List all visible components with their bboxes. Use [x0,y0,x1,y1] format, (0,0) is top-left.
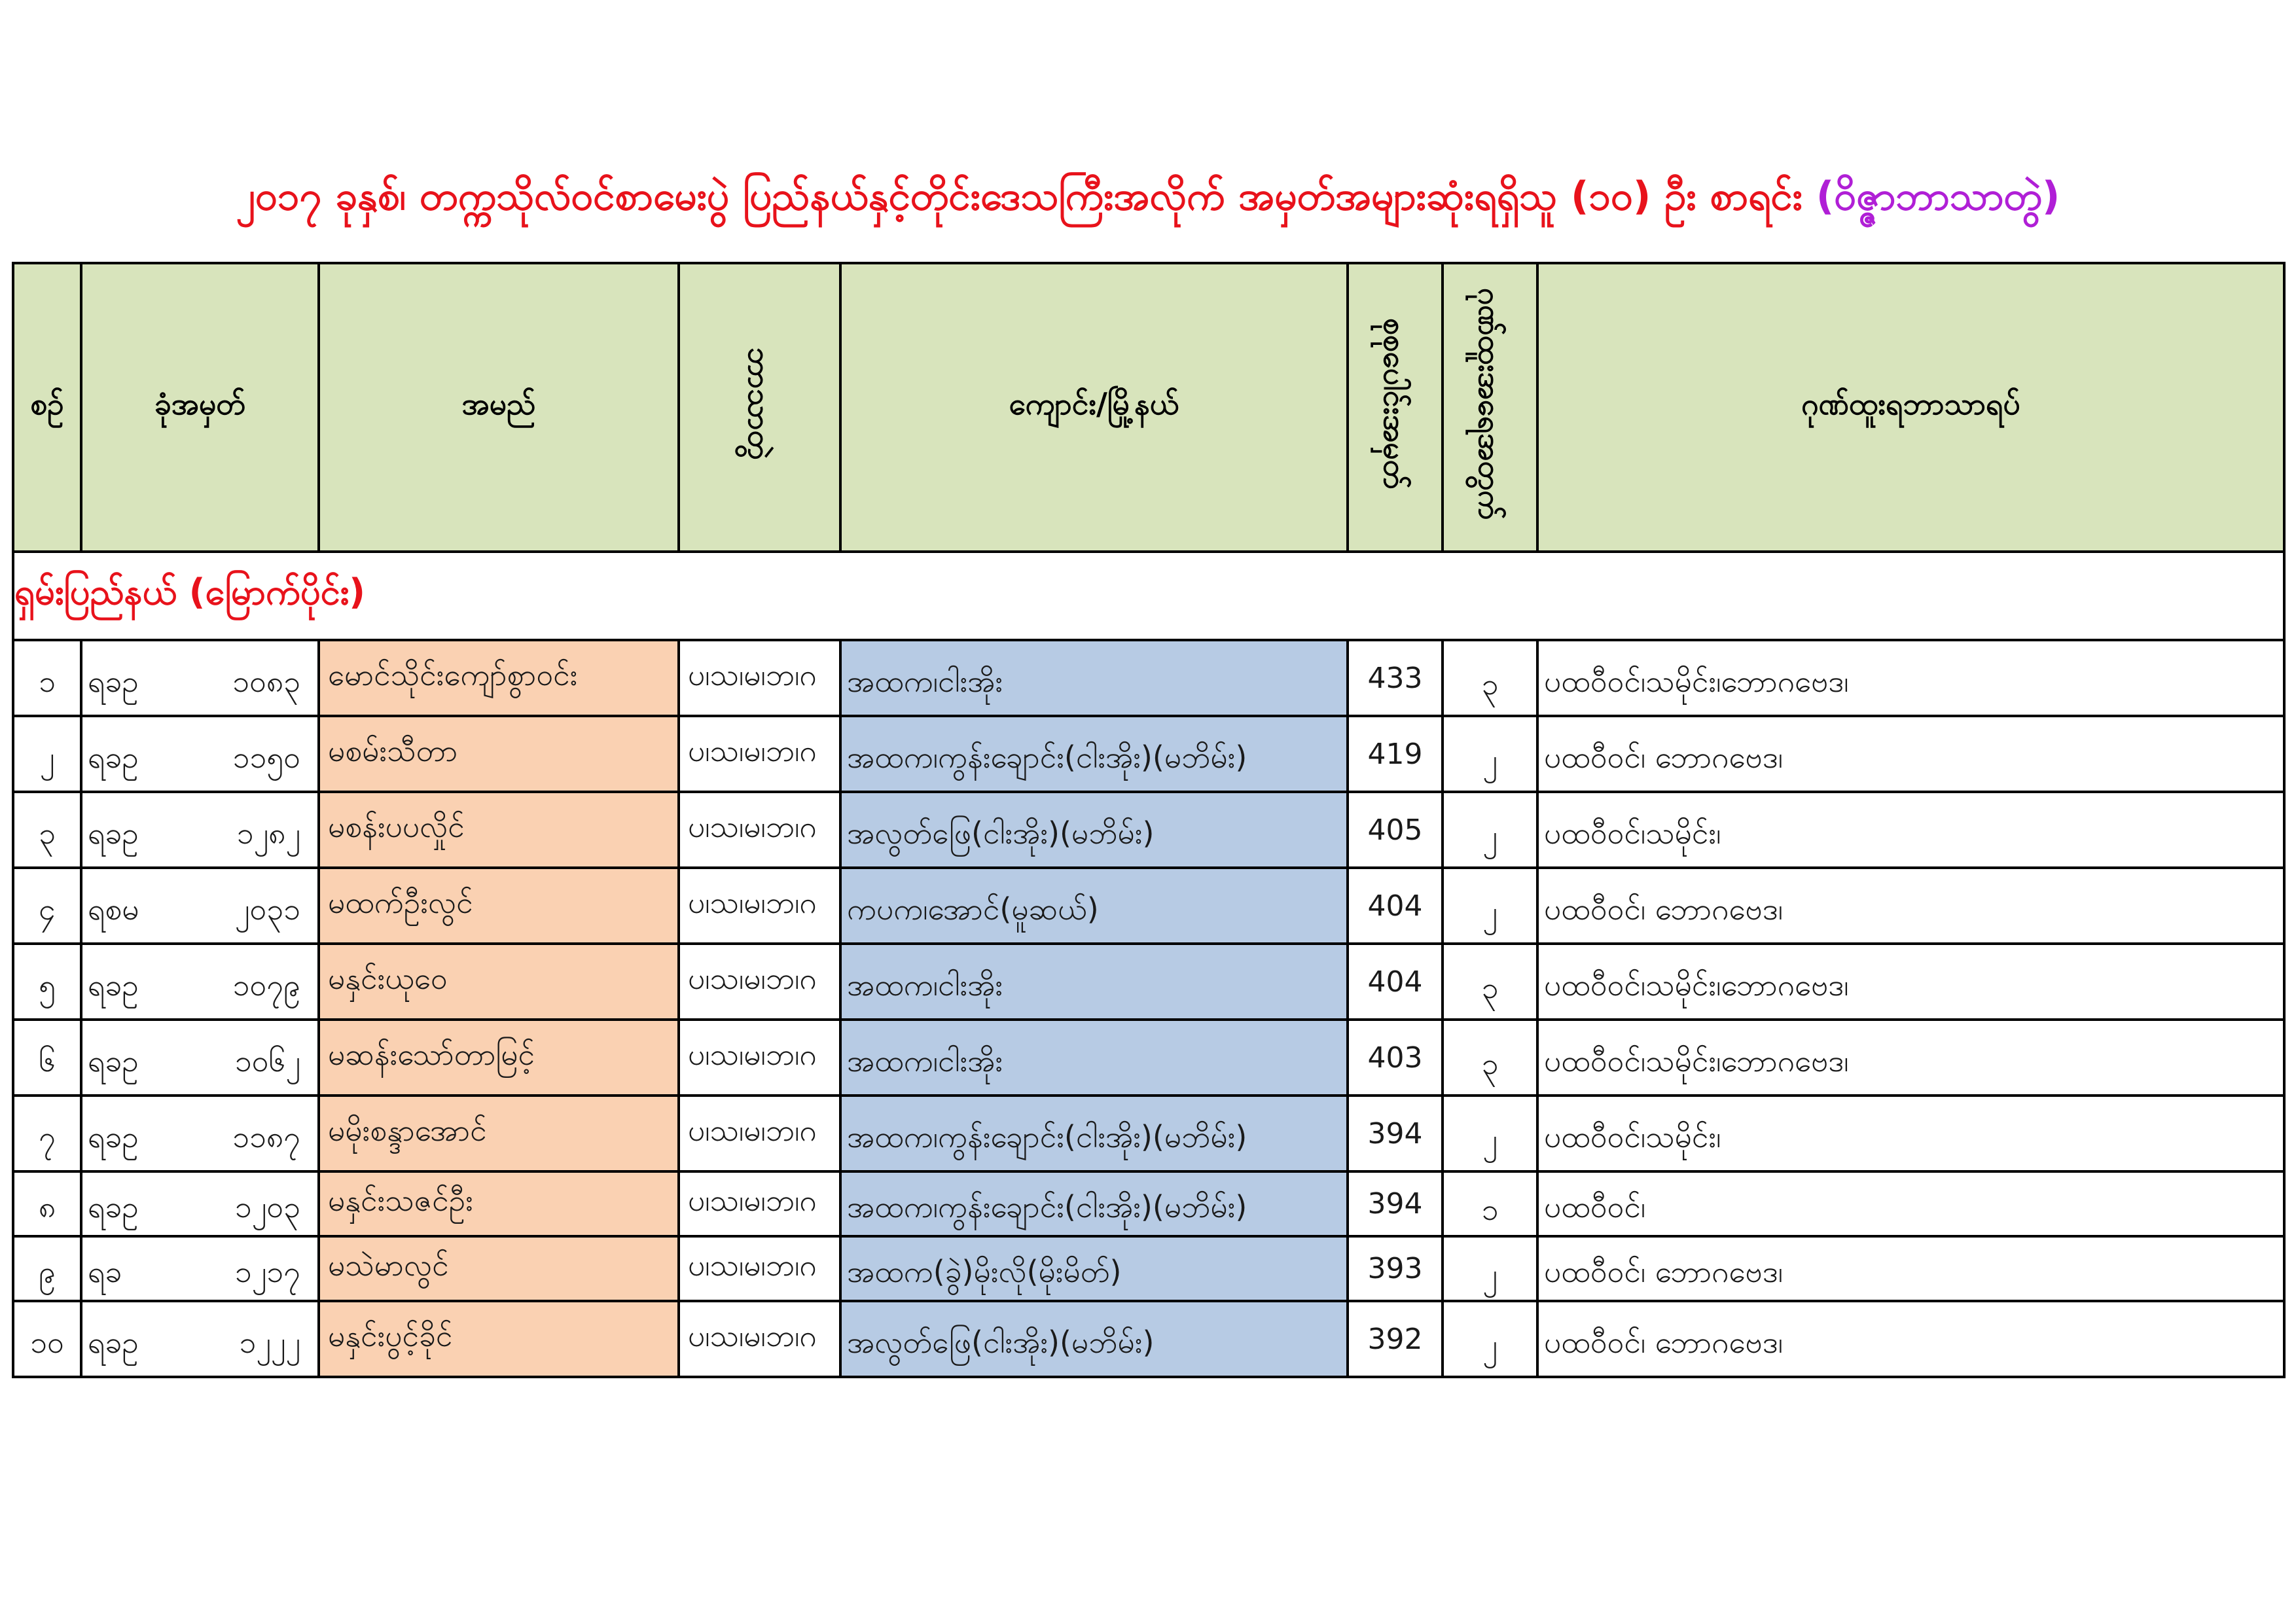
student-name: မမိုးစန္ဒာအောင် [319,1096,679,1171]
row-number: ၁၀ [13,1301,81,1377]
school-township: အလွတ်ဖြေ(ငါးအိုး)(မဘိမ်း) [840,1301,1348,1377]
distinction-count: ၂ [1443,792,1537,868]
roll-number [81,1171,319,1236]
table-row [13,1236,2284,1301]
distinction-subjects: ပထဝီဝင်၊ [1537,1171,2284,1236]
header-no: စဉ် [13,263,81,552]
roll-digits: ၁၀၆၂ [234,1043,300,1079]
school-township: အထက၊ကွန်းချောင်း(ငါးအိုး)(မဘိမ်း) [840,1096,1348,1171]
table-row [13,1301,2284,1377]
header-roll: ခုံအမှတ် [81,263,319,552]
roll-number [81,1236,319,1301]
roll-code: ရခဥ [88,1043,139,1079]
subject-combination: ပ၊သ၊မ၊ဘ၊ဂ [679,792,840,868]
roll-digits: ၁၂၈၂ [236,815,300,851]
total-marks: 393 [1348,1236,1443,1301]
school-township: အထက၊ငါးအိုး [840,640,1348,716]
row-number: ၂ [13,716,81,792]
distinction-count: ၂ [1443,1096,1537,1171]
student-name: မထက်ဦးလွင် [319,868,679,944]
total-marks: 392 [1348,1301,1443,1377]
subject-combination: ပ၊သ၊မ၊ဘ၊ဂ [679,716,840,792]
student-name: မနှင်းသဇင်ဦး [319,1171,679,1236]
total-marks: 404 [1348,944,1443,1020]
row-number: ၉ [13,1236,81,1301]
roll-digits: ၁၁၅၀ [232,739,300,775]
page-title [0,164,2296,229]
roll-code: ရခ [88,1254,122,1289]
table-row [13,944,2284,1020]
roll-number [81,1096,319,1171]
student-name: မနှင်းယုဝေ [319,944,679,1020]
table-header-row [13,263,2284,552]
distinction-subjects: ပထဝီဝင်၊ ဘောဂဗေဒ၊ [1537,1236,2284,1301]
title-main: ၂၀၁၇ ခုနှစ်၊ တက္ကသိုလ်ဝင်စာမေးပွဲ ပြည်နယ်နှင့်တိုင်းဒေသကြီးအလိုက် အမှတ်အများဆုံးရရှိသူ (၁၀) ဦး စာရင်း [236,173,1803,219]
section-label: ရှမ်းပြည်နယ် (မြောက်ပိုင်း) [13,552,2284,640]
row-number: ၆ [13,1020,81,1096]
roll-digits: ၁၂၁၇ [234,1254,300,1289]
table-row [13,1096,2284,1171]
table-row [13,1020,2284,1096]
total-marks: 403 [1348,1020,1443,1096]
student-name: မစမ်းသီတာ [319,716,679,792]
distinction-count: ၁ [1443,1171,1537,1236]
roll-digits: ၁၂၂၂ [239,1324,300,1360]
distinction-subjects: ပထဝီဝင်၊သမိုင်း၊ဘောဂဗေဒ၊ [1537,640,2284,716]
results-table [12,262,2286,1378]
subject-combination: ပ၊သ၊မ၊ဘ၊ဂ [679,1020,840,1096]
distinction-count: ၂ [1443,868,1537,944]
header-total: စုစုပေါင်းအမှတ် [1348,263,1443,552]
roll-digits: ၁၀၇၉ [232,967,300,1003]
distinction-count: ၂ [1443,1236,1537,1301]
school-township: အထက၊ငါးအိုး [840,1020,1348,1096]
row-number: ၁ [13,640,81,716]
table-row [13,868,2284,944]
table-row [13,716,2284,792]
roll-code: ရခဥ [88,1118,139,1154]
roll-number [81,944,319,1020]
student-name: မနှင်းပွင့်ခိုင် [319,1301,679,1377]
distinction-subjects: ပထဝီဝင်၊ ဘောဂဗေဒ၊ [1537,716,2284,792]
table-row [13,792,2284,868]
total-marks: 394 [1348,1096,1443,1171]
total-marks: 405 [1348,792,1443,868]
student-name: မောင်သိုင်းကျော်စွာဝင်း [319,640,679,716]
table-row [13,640,2284,716]
distinction-subjects: ပထဝီဝင်၊ ဘောဂဗေဒ၊ [1537,868,2284,944]
subject-combination: ပ၊သ၊မ၊ဘ၊ဂ [679,640,840,716]
roll-code: ရခဥ [88,739,139,775]
roll-number [81,640,319,716]
section-row [13,552,2284,640]
distinction-subjects: ပထဝီဝင်၊ ဘောဂဗေဒ၊ [1537,1301,2284,1377]
school-township: အထက၊ကွန်းချောင်း(ငါးအိုး)(မဘိမ်း) [840,716,1348,792]
subject-combination: ပ၊သ၊မ၊ဘ၊ဂ [679,1236,840,1301]
row-number: ၈ [13,1171,81,1236]
roll-code: ရစမ [88,891,139,927]
roll-code: ရခဥ [88,1324,139,1360]
header-distinction-count: ဂုဏ်ထူးအရေအတွက် [1443,263,1537,552]
header-subject: ဘာသာတွဲ [679,263,840,552]
distinction-count: ၂ [1443,716,1537,792]
school-township: ကပက၊အောင်(မူဆယ်) [840,868,1348,944]
header-name: အမည် [319,263,679,552]
distinction-count: ၂ [1443,1301,1537,1377]
roll-digits: ၁၁၈၇ [232,1118,300,1154]
row-number: ၅ [13,944,81,1020]
roll-number [81,1020,319,1096]
roll-digits: ၁၀၈၃ [232,663,300,699]
row-number: ၄ [13,868,81,944]
student-name: မသဲမာလွင် [319,1236,679,1301]
roll-number [81,716,319,792]
distinction-count: ၃ [1443,944,1537,1020]
distinction-count: ၃ [1443,1020,1537,1096]
student-name: မစန်းပပလှိုင် [319,792,679,868]
subject-combination: ပ၊သ၊မ၊ဘ၊ဂ [679,1096,840,1171]
roll-digits: ၁၂၀၃ [234,1189,300,1224]
distinction-subjects: ပထဝီဝင်၊သမိုင်း၊ [1537,1096,2284,1171]
school-township: အထက၊ကွန်းချောင်း(ငါးအိုး)(မဘိမ်း) [840,1171,1348,1236]
roll-number [81,868,319,944]
school-township: အထက(ခွဲ)မိုးလို(မိုးမိတ်) [840,1236,1348,1301]
roll-code: ရခဥ [88,815,139,851]
distinction-subjects: ပထဝီဝင်၊သမိုင်း၊ဘောဂဗေဒ၊ [1537,944,2284,1020]
distinction-subjects: ပထဝီဝင်၊သမိုင်း၊ဘောဂဗေဒ၊ [1537,1020,2284,1096]
roll-number [81,1301,319,1377]
distinction-subjects: ပထဝီဝင်၊သမိုင်း၊ [1537,792,2284,868]
school-township: အထက၊ငါးအိုး [840,944,1348,1020]
title-subtitle: (ဝိဇ္ဇာဘာသာတွဲ) [1816,173,2060,219]
total-marks: 419 [1348,716,1443,792]
table-row [13,1171,2284,1236]
roll-code: ရခဥ [88,967,139,1003]
roll-code: ရခဥ [88,1189,139,1224]
subject-combination: ပ၊သ၊မ၊ဘ၊ဂ [679,1171,840,1236]
total-marks: 404 [1348,868,1443,944]
roll-code: ရခဥ [88,663,139,699]
header-distinction-subjects: ဂုဏ်ထူးရဘာသာရပ် [1537,263,2284,552]
distinction-count: ၃ [1443,640,1537,716]
header-school: ကျောင်း/မြို့နယ် [840,263,1348,552]
student-name: မဆန်းသော်တာမြင့် [319,1020,679,1096]
subject-combination: ပ၊သ၊မ၊ဘ၊ဂ [679,868,840,944]
roll-digits: ၂၀၃၁ [234,891,300,927]
row-number: ၃ [13,792,81,868]
subject-combination: ပ၊သ၊မ၊ဘ၊ဂ [679,944,840,1020]
subject-combination: ပ၊သ၊မ၊ဘ၊ဂ [679,1301,840,1377]
total-marks: 433 [1348,640,1443,716]
row-number: ၇ [13,1096,81,1171]
school-township: အလွတ်ဖြေ(ငါးအိုး)(မဘိမ်း) [840,792,1348,868]
total-marks: 394 [1348,1171,1443,1236]
roll-number [81,792,319,868]
